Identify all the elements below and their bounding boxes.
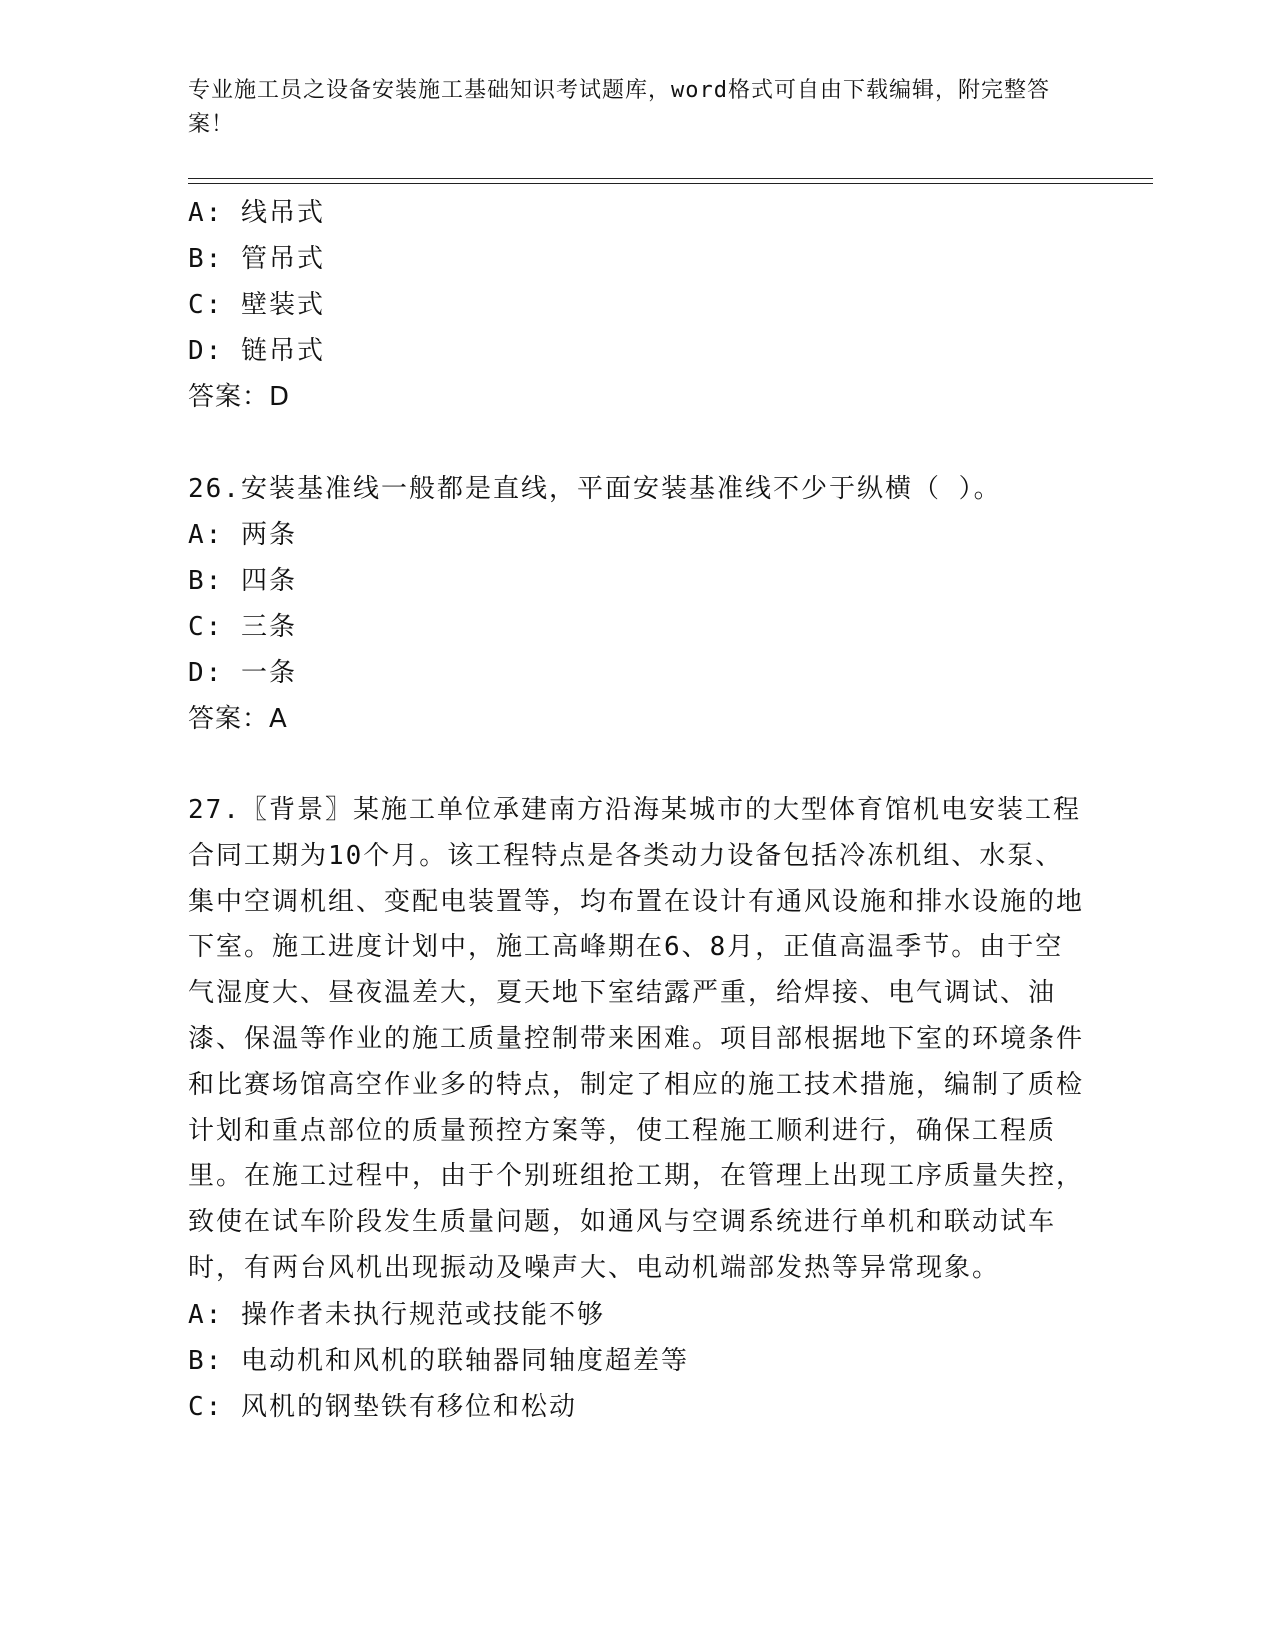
q26-option-b: B: 四条 bbox=[188, 566, 297, 596]
header-divider-bottom bbox=[188, 183, 1153, 184]
q26-option-a: A: 两条 bbox=[188, 520, 297, 550]
q26-question: 26.安装基准线一般都是直线，平面安装基准线不少于纵横（ ）。 bbox=[188, 474, 1002, 504]
spacer bbox=[188, 420, 1088, 466]
q26-option-c: C: 三条 bbox=[188, 612, 297, 642]
q27-option-a: A: 操作者未执行规范或技能不够 bbox=[188, 1299, 605, 1330]
spacer bbox=[188, 742, 1088, 788]
q25-option-b: B: 管吊式 bbox=[188, 244, 325, 274]
header-divider-top bbox=[188, 178, 1153, 179]
q25-answer: 答案：D bbox=[188, 382, 291, 412]
q25-option-d: D: 链吊式 bbox=[188, 336, 325, 366]
question-content bbox=[188, 190, 1088, 1430]
q27-option-b: B: 电动机和风机的联轴器同轴度超差等 bbox=[188, 1345, 689, 1376]
q27-option-c: C: 风机的钢垫铁有移位和松动 bbox=[188, 1391, 577, 1422]
q26-option-d: D: 一条 bbox=[188, 658, 297, 688]
q27-question: 27.〖背景〗某施工单位承建南方沿海某城市的大型体育馆机电安装工程合同工期为10个月。该工程特点是各类动力设备包括冷冻机组、水泵、集中空调机组、变配电装置等，均布置在设计有通风设施和排水设施的地下室。施工进度计划中，施工高峰期在6、8月，正值高温季节。由于空气湿度大、昼夜温差大，夏天地下室结露严重，给焊接、电气调试、油漆、保温等作业的施工质量控制带来困难。项目部根据地下室的环境条件和比赛场馆高空作业多的特点，制定了相应的施工技术措施，编制了质检计划和重点部位的质量预控方案等，使工程施工顺利进行，确保工程质里。在施工过程中，由于个别班组抢工期，在管理上出现工序质量失控，致使在试车阶段发生质量问题，如通风与空调系统进行单机和联动试车时，有两台风机出现振动及噪声大、电动机端部发热等异常现象。 bbox=[188, 795, 1085, 1283]
q25-option-c: C: 壁装式 bbox=[188, 290, 325, 320]
q25-option-a: A: 线吊式 bbox=[188, 198, 325, 228]
document-header: 专业施工员之设备安装施工基础知识考试题库，word格式可自由下载编辑，附完整答案！ bbox=[188, 78, 1050, 137]
q26-answer: 答案：A bbox=[188, 704, 288, 734]
